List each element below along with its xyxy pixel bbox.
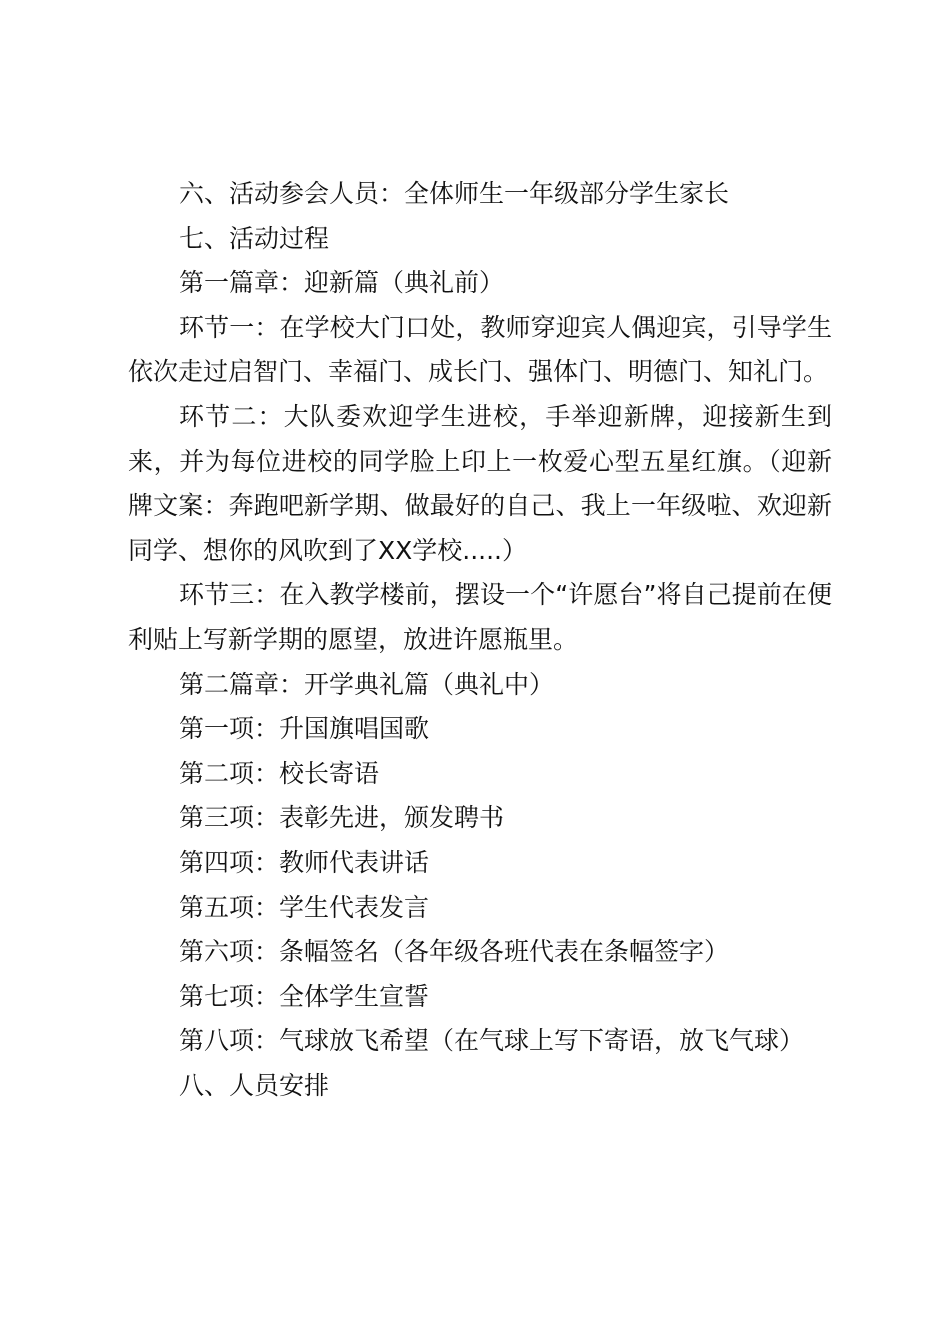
section-8-heading: 八、人员安排 bbox=[179, 1070, 330, 1100]
agenda-item: 第四项：教师代表讲话 bbox=[179, 847, 430, 877]
section-7-heading: 七、活动过程 bbox=[179, 223, 330, 253]
section-6-attendees: 六、活动参会人员：全体师生一年级部分学生家长 bbox=[179, 179, 730, 208]
agenda-item: 第五项：学生代表发言 bbox=[179, 892, 430, 922]
step-1-paragraph: 环节一：在学校大门口处，教师穿迎宾人偶迎宾，引导学生依次走过启智门、幸福门、成长门、强体门、明德门、知礼门。 bbox=[128, 312, 832, 387]
document-body bbox=[128, 172, 832, 1108]
agenda-item: 第一项：升国旗唱国歌 bbox=[179, 714, 430, 744]
step-2-paragraph: 环节二：大队委欢迎学生进校，手举迎新牌，迎接新生到来，并为每位进校的同学脸上印上一枚爱心型五星红旗。（迎新牌文案：奔跑吧新学期、做最好的自己、我上一年级啦、欢迎新同学、想你的风吹到了XX学校.....） bbox=[128, 401, 832, 565]
chapter-2-heading: 第二篇章：开学典礼篇（典礼中） bbox=[179, 669, 555, 699]
agenda-item: 第八项：气球放飞希望（在气球上写下寄语，放飞气球） bbox=[179, 1026, 805, 1056]
agenda-item: 第七项：全体学生宣誓 bbox=[179, 981, 430, 1011]
chapter-1-heading: 第一篇章：迎新篇（典礼前） bbox=[179, 268, 505, 298]
agenda-item: 第三项：表彰先进，颁发聘书 bbox=[179, 803, 505, 833]
agenda-item: 第六项：条幅签名（各年级各班代表在条幅签字） bbox=[179, 937, 730, 967]
step-3-paragraph: 环节三：在入教学楼前，摆设一个“许愿台”将自己提前在便利贴上写新学期的愿望，放进许愿瓶里。 bbox=[128, 580, 832, 654]
agenda-item: 第二项：校长寄语 bbox=[179, 758, 380, 788]
